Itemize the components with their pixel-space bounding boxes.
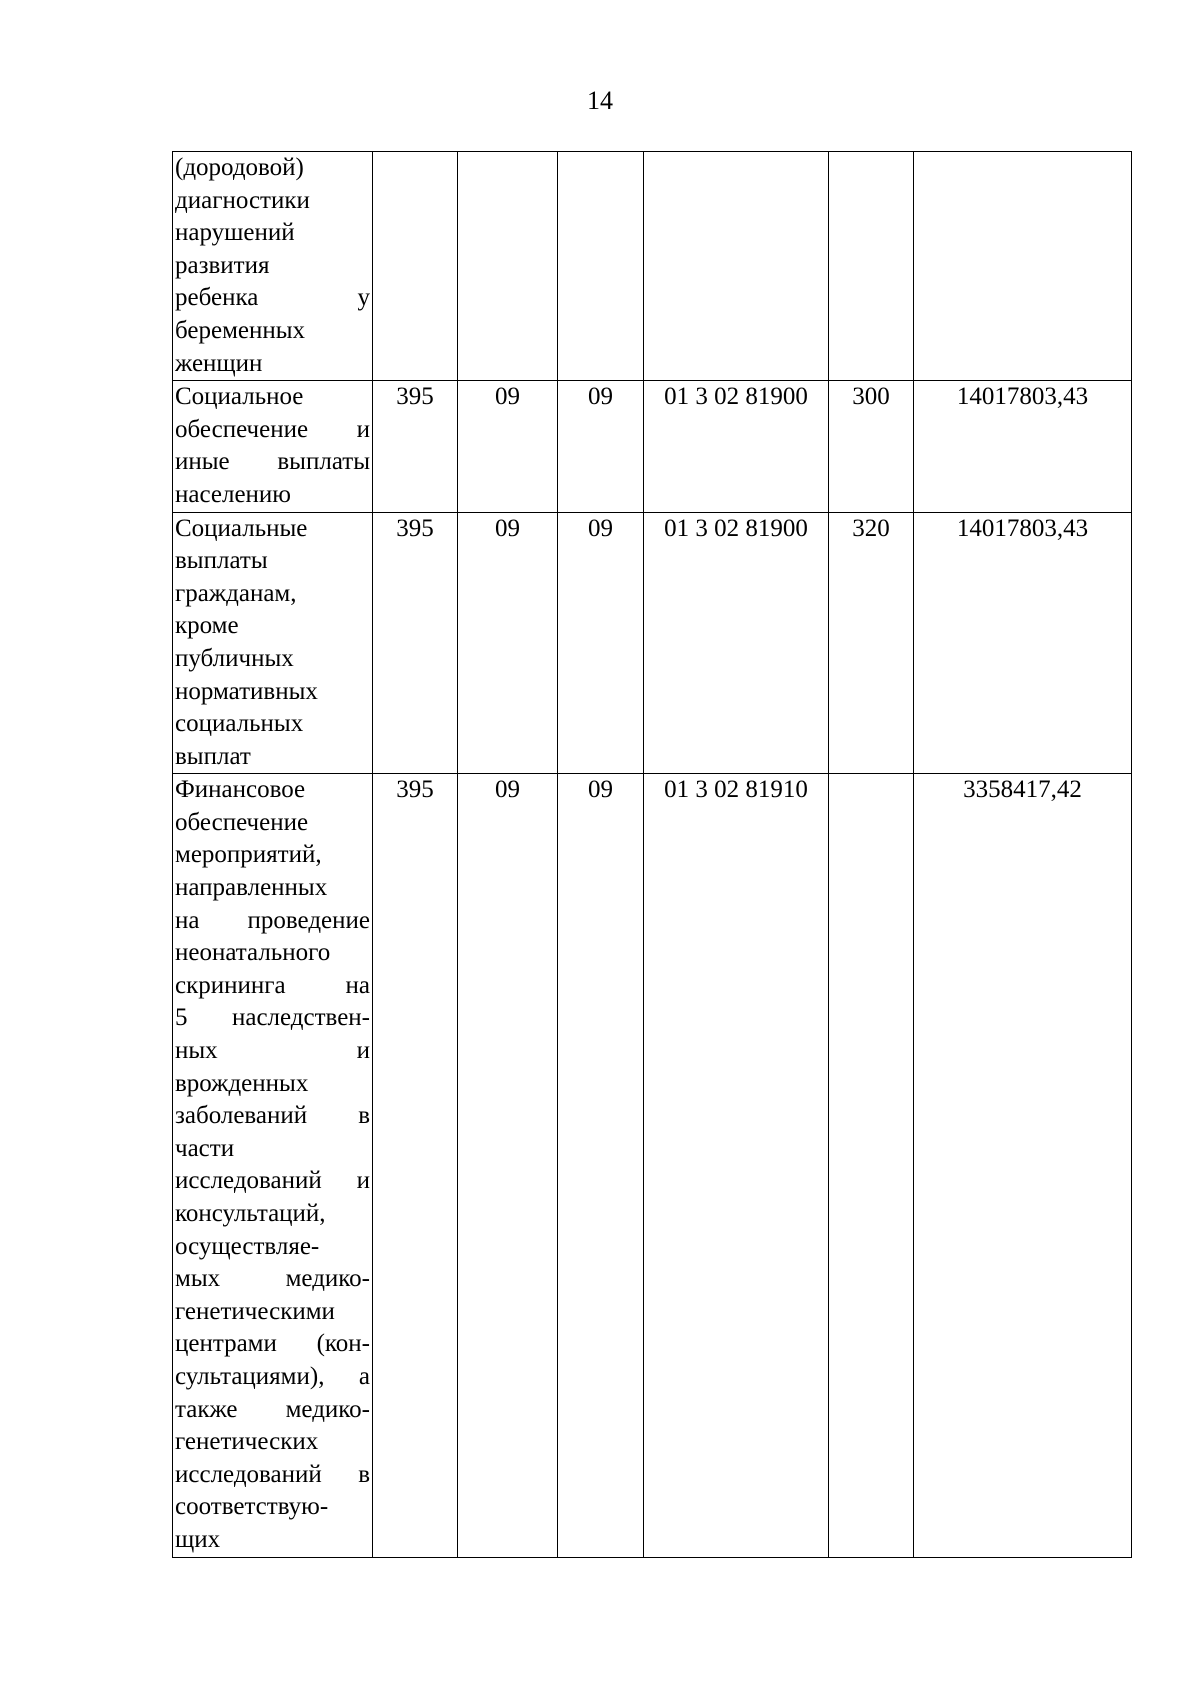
cell-rz: 09 <box>458 774 558 1557</box>
cell-gr: 395 <box>373 381 458 512</box>
cell-name-line: врожденных <box>175 1069 309 1097</box>
table-body <box>173 152 1132 1558</box>
table-row <box>173 152 1132 381</box>
cell-name-line: ных и <box>175 1037 370 1065</box>
cell-name-line: сультациями), а <box>175 1362 370 1390</box>
cell-name-line: женщин <box>175 349 263 377</box>
cell-csr: 01 3 02 81910 <box>644 774 829 1557</box>
cell-gr: 395 <box>373 774 458 1557</box>
cell-sum: 14017803,43 <box>914 512 1132 774</box>
cell-vr <box>829 774 914 1557</box>
cell-name-line: генетических <box>175 1428 319 1456</box>
table-row <box>173 512 1132 774</box>
cell-name-line: направленных <box>175 874 328 902</box>
cell-name-line: мероприятий, <box>175 841 322 869</box>
budget-table <box>172 151 1132 1558</box>
cell-csr: 01 3 02 81900 <box>644 512 829 774</box>
table-row <box>173 381 1132 512</box>
cell-name-line: (дородовой) <box>175 154 304 181</box>
cell-name-line: населению <box>175 480 291 508</box>
cell-name-line: обеспечение и <box>175 415 370 443</box>
cell-rz <box>458 152 558 381</box>
cell-name-line: гражданам, <box>175 579 297 607</box>
cell-name-line: обеспечение <box>175 808 309 836</box>
cell-sum: 3358417,42 <box>914 774 1132 1557</box>
cell-name-line: центрами (кон- <box>175 1330 370 1358</box>
cell-name-line: социальных <box>175 710 304 738</box>
cell-name <box>173 381 373 512</box>
cell-name-line: беременных <box>175 316 306 344</box>
cell-name-line: мых медико- <box>175 1265 370 1293</box>
cell-vr <box>829 152 914 381</box>
cell-pr: 09 <box>558 512 644 774</box>
cell-name <box>173 152 373 381</box>
cell-name-line: соответствую- <box>175 1493 329 1521</box>
cell-name-line: кроме <box>175 612 239 640</box>
cell-name-line: нормативных <box>175 677 318 705</box>
cell-name-line: генетическими <box>175 1297 335 1325</box>
page-number: 14 <box>587 86 613 115</box>
table-row <box>173 774 1132 1557</box>
cell-sum: 14017803,43 <box>914 381 1132 512</box>
cell-name-line: неонатального <box>175 939 331 967</box>
cell-name-line: осуществляе- <box>175 1232 320 1260</box>
cell-name-line: части <box>175 1134 235 1162</box>
cell-name-line: заболеваний в <box>175 1102 370 1130</box>
cell-name-line: ребенка у <box>175 284 370 312</box>
cell-gr: 395 <box>373 512 458 774</box>
cell-name-line: развития <box>175 251 270 279</box>
cell-name-line: скрининга на <box>175 971 370 999</box>
cell-name-line: выплаты <box>175 547 268 575</box>
cell-name-line: щих <box>175 1525 221 1553</box>
cell-name-line: нарушений <box>175 219 295 247</box>
cell-name-line: Финансовое <box>175 776 306 804</box>
cell-name-line: диагностики <box>175 186 310 214</box>
cell-vr: 300 <box>829 381 914 512</box>
cell-name-line: Социальные <box>175 514 308 542</box>
cell-sum <box>914 152 1132 381</box>
cell-name-line: также медико- <box>175 1395 370 1423</box>
cell-rz: 09 <box>458 512 558 774</box>
cell-name-line: Социальное <box>175 383 304 411</box>
cell-name-line: исследований в <box>175 1460 370 1488</box>
cell-gr <box>373 152 458 381</box>
cell-csr <box>644 152 829 381</box>
cell-pr: 09 <box>558 381 644 512</box>
cell-pr: 09 <box>558 774 644 1557</box>
cell-name-line: выплат <box>175 742 251 770</box>
cell-name-line: на проведение <box>175 906 370 934</box>
cell-pr <box>558 152 644 381</box>
cell-name-line: публичных <box>175 644 294 672</box>
cell-name-line: иные выплаты <box>175 448 370 476</box>
cell-name-line: консультаций, <box>175 1200 326 1227</box>
cell-rz: 09 <box>458 381 558 512</box>
cell-vr: 320 <box>829 512 914 774</box>
cell-name <box>173 774 373 1557</box>
cell-name-line: исследований и <box>175 1167 370 1195</box>
cell-csr: 01 3 02 81900 <box>644 381 829 512</box>
cell-name-line: 5 наследствен- <box>175 1004 370 1032</box>
cell-name <box>173 512 373 774</box>
